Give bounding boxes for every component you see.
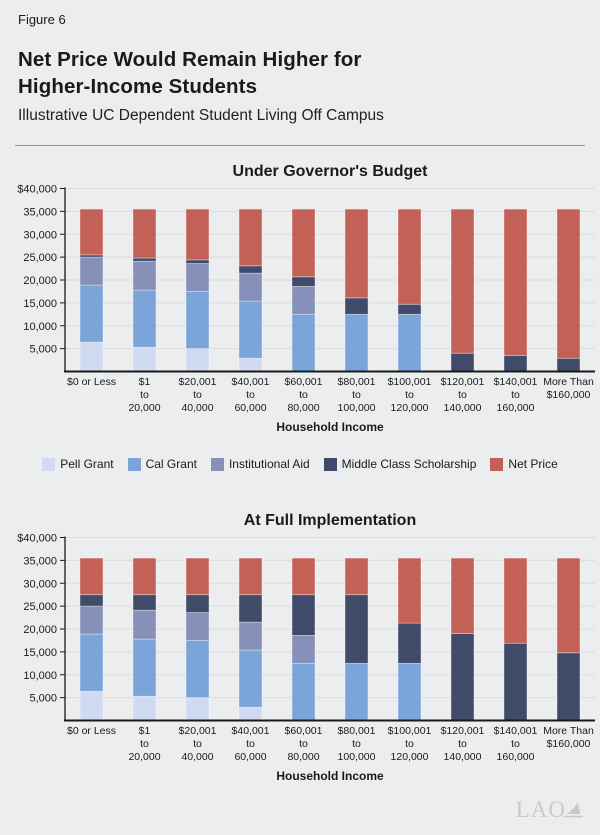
lao-logo	[516, 797, 584, 823]
chart-under-governors-budget	[0, 152, 600, 448]
bar-segment-net-price	[451, 558, 474, 633]
legend-label: Pell Grant	[60, 457, 114, 471]
bar-segment-net-price	[186, 558, 209, 595]
legend-label: Institutional Aid	[228, 457, 310, 471]
x-tick-label: $40,001	[231, 725, 270, 737]
y-tick-label: $40,000	[17, 183, 57, 196]
lao-quill-icon	[564, 801, 584, 820]
bar-segment-cal-grant	[186, 640, 209, 697]
x-tick-label: $160,000	[546, 738, 591, 750]
bar-segment-institutional-aid	[292, 286, 315, 314]
x-tick-label: $80,001	[337, 376, 376, 388]
x-tick-label: to	[511, 389, 520, 401]
bar-segment-middle-class-scholarship	[345, 298, 368, 314]
x-tick-label: to	[246, 738, 255, 750]
bar-segment-middle-class-scholarship	[398, 304, 421, 314]
bar-segment-net-price	[239, 558, 262, 595]
x-tick-label: to	[458, 389, 467, 401]
bar-segment-institutional-aid	[239, 273, 262, 301]
x-tick-label: 60,000	[234, 751, 267, 763]
x-tick-label: $120,001	[440, 725, 485, 737]
bar-segment-middle-class-scholarship	[133, 595, 156, 611]
bar-segment-institutional-aid	[186, 264, 209, 292]
y-tick-label: 5,000	[29, 692, 57, 705]
legend-item-net-price	[490, 457, 557, 471]
bar-segment-middle-class-scholarship	[186, 260, 209, 264]
legend-item-middle-class-scholarship	[324, 457, 477, 471]
bar-segment-institutional-aid	[80, 257, 103, 285]
bar-segment-pell-grant	[239, 358, 262, 371]
bar-segment-middle-class-scholarship	[239, 266, 262, 273]
x-tick-label: 40,000	[181, 751, 214, 763]
y-tick-label: 30,000	[23, 229, 57, 242]
legend-label: Cal Grant	[145, 457, 197, 471]
bar-segment-middle-class-scholarship	[345, 595, 368, 664]
x-tick-label: to	[140, 738, 149, 750]
x-tick-label: to	[299, 389, 308, 401]
bar-segment-cal-grant	[186, 291, 209, 348]
chart-at-full-implementation	[0, 501, 600, 797]
x-tick-label: to	[405, 738, 414, 750]
bar-segment-middle-class-scholarship	[292, 277, 315, 287]
bar-segment-net-price	[292, 558, 315, 595]
x-tick-label: $20,001	[178, 376, 217, 388]
y-tick-label: 15,000	[23, 297, 57, 310]
bar-segment-cal-grant	[133, 290, 156, 347]
bar-segment-middle-class-scholarship	[557, 358, 580, 371]
x-tick-label: to	[193, 389, 202, 401]
bar-segment-cal-grant	[398, 314, 421, 371]
bar-segment-middle-class-scholarship	[133, 258, 156, 261]
bar-segment-middle-class-scholarship	[557, 653, 580, 721]
bar-segment-pell-grant	[133, 347, 156, 371]
y-tick-label: 10,000	[23, 320, 57, 333]
x-tick-label: 120,000	[390, 402, 429, 414]
x-tick-label: to	[458, 738, 467, 750]
x-tick-label: 60,000	[234, 402, 267, 414]
bar-segment-cal-grant	[292, 663, 315, 720]
legend-label: Net Price	[508, 457, 558, 471]
bar-segment-net-price	[504, 558, 527, 643]
x-tick-label: $60,001	[284, 725, 323, 737]
bar-segment-net-price	[398, 558, 421, 623]
bar-segment-institutional-aid	[133, 261, 156, 290]
x-tick-label: to	[511, 738, 520, 750]
x-tick-label: 120,000	[390, 751, 429, 763]
figure-subtitle: Illustrative UC Dependent Student Living Off Campus	[18, 107, 384, 124]
bar-segment-institutional-aid	[133, 610, 156, 639]
x-tick-label: 100,000	[337, 402, 376, 414]
x-tick-label: $0 or Less	[66, 725, 117, 737]
chart-title: Under Governor's Budget	[232, 163, 428, 180]
x-tick-label: $0 or Less	[66, 376, 117, 388]
bar-segment-net-price	[186, 209, 209, 260]
bar-segment-net-price	[345, 558, 368, 595]
x-tick-label: to	[246, 389, 255, 401]
x-tick-label: 140,000	[443, 402, 482, 414]
x-tick-label: $140,001	[493, 376, 538, 388]
bar-segment-middle-class-scholarship	[186, 595, 209, 613]
institutional-aid-swatch-icon	[211, 458, 224, 471]
bar-segment-cal-grant	[292, 314, 315, 371]
x-axis-title: Household Income	[276, 769, 384, 783]
bar-segment-institutional-aid	[292, 635, 315, 663]
y-tick-label: 35,000	[23, 555, 57, 568]
x-tick-label: 80,000	[287, 402, 320, 414]
bar-segment-middle-class-scholarship	[451, 353, 474, 371]
bar-segment-cal-grant	[398, 663, 421, 720]
figure-label: Figure 6	[18, 12, 66, 27]
bar-segment-net-price	[557, 209, 580, 358]
x-tick-label: $60,001	[284, 376, 323, 388]
bar-segment-net-price	[80, 558, 103, 595]
x-tick-label: $100,001	[387, 725, 432, 737]
x-tick-label: $1	[138, 376, 151, 388]
y-tick-label: 10,000	[23, 669, 57, 682]
bar-segment-middle-class-scholarship	[398, 623, 421, 663]
figure-title	[18, 46, 362, 100]
legend-item-cal-grant	[128, 457, 197, 471]
x-tick-label: 160,000	[496, 402, 535, 414]
bar-segment-pell-grant	[186, 698, 209, 721]
x-tick-label: $1	[138, 725, 151, 737]
bar-segment-cal-grant	[345, 314, 368, 371]
x-tick-label: to	[193, 738, 202, 750]
bar-segment-cal-grant	[239, 650, 262, 707]
bar-segment-middle-class-scholarship	[80, 595, 103, 606]
x-tick-label: $160,000	[546, 389, 591, 401]
y-tick-label: 30,000	[23, 578, 57, 591]
x-tick-label: 20,000	[128, 402, 161, 414]
lao-logo-text: LAO	[515, 797, 566, 822]
bar-segment-pell-grant	[80, 691, 103, 720]
bar-segment-cal-grant	[345, 663, 368, 720]
bar-segment-net-price	[345, 209, 368, 298]
bar-segment-net-price	[133, 209, 156, 258]
y-tick-label: 20,000	[23, 275, 57, 287]
header-divider	[15, 145, 585, 146]
legend-label: Middle Class Scholarship	[341, 457, 477, 471]
bar-segment-cal-grant	[239, 301, 262, 358]
y-tick-label: 5,000	[29, 343, 57, 356]
x-tick-label: $140,001	[493, 725, 538, 737]
x-tick-label: $100,001	[387, 376, 432, 388]
bar-segment-pell-grant	[239, 707, 262, 720]
cal-grant-swatch-icon	[128, 458, 141, 471]
bar-segment-institutional-aid	[80, 606, 103, 634]
x-tick-label: to	[299, 738, 308, 750]
y-tick-label: 20,000	[23, 624, 57, 636]
x-tick-label: to	[405, 389, 414, 401]
pell-grant-swatch-icon	[42, 458, 55, 471]
bar-segment-net-price	[451, 209, 474, 353]
x-tick-label: to	[140, 389, 149, 401]
bar-segment-net-price	[239, 209, 262, 266]
x-axis-title: Household Income	[276, 420, 384, 434]
x-tick-label: More Than	[543, 376, 594, 388]
x-tick-label: to	[352, 389, 361, 401]
y-tick-label: 25,000	[23, 601, 57, 614]
bar-segment-net-price	[398, 209, 421, 304]
y-tick-label: 35,000	[23, 206, 57, 219]
legend-item-pell-grant	[42, 457, 113, 471]
bar-segment-middle-class-scholarship	[239, 595, 262, 622]
bar-segment-cal-grant	[80, 285, 103, 342]
x-tick-label: $120,001	[440, 376, 485, 388]
net-price-swatch-icon	[490, 458, 503, 471]
bar-segment-cal-grant	[133, 639, 156, 696]
x-tick-label: 160,000	[496, 751, 535, 763]
bar-segment-middle-class-scholarship	[504, 355, 527, 371]
x-tick-label: 100,000	[337, 751, 376, 763]
figure-title-line2: Higher-Income Students	[18, 75, 258, 98]
x-tick-label: $80,001	[337, 725, 376, 737]
y-tick-label: $40,000	[17, 532, 57, 545]
bar-segment-cal-grant	[80, 634, 103, 691]
bar-segment-net-price	[504, 209, 527, 355]
bar-segment-net-price	[80, 209, 103, 255]
bar-segment-middle-class-scholarship	[292, 595, 315, 636]
bar-segment-pell-grant	[186, 349, 209, 372]
bar-segment-net-price	[292, 209, 315, 277]
bar-segment-institutional-aid	[186, 613, 209, 641]
x-tick-label: More Than	[543, 725, 594, 737]
bar-segment-middle-class-scholarship	[504, 643, 527, 720]
x-tick-label: 140,000	[443, 751, 482, 763]
bar-segment-pell-grant	[80, 342, 103, 371]
x-tick-label: 80,000	[287, 751, 320, 763]
x-tick-label: to	[352, 738, 361, 750]
figure-title-line1: Net Price Would Remain Higher for	[18, 48, 362, 71]
x-tick-label: 40,000	[181, 402, 214, 414]
bar-segment-middle-class-scholarship	[451, 634, 474, 721]
x-tick-label: $40,001	[231, 376, 270, 388]
bar-segment-pell-grant	[133, 696, 156, 720]
x-tick-label: 20,000	[128, 751, 161, 763]
middle-class-scholarship-swatch-icon	[324, 458, 337, 471]
bar-segment-institutional-aid	[239, 622, 262, 650]
legend-item-institutional-aid	[211, 457, 310, 471]
bar-segment-net-price	[133, 558, 156, 595]
y-tick-label: 25,000	[23, 252, 57, 265]
y-tick-label: 15,000	[23, 646, 57, 659]
chart-legend	[0, 457, 600, 471]
x-tick-label: $20,001	[178, 725, 217, 737]
chart-title: At Full Implementation	[243, 512, 417, 529]
bar-segment-net-price	[557, 558, 580, 653]
